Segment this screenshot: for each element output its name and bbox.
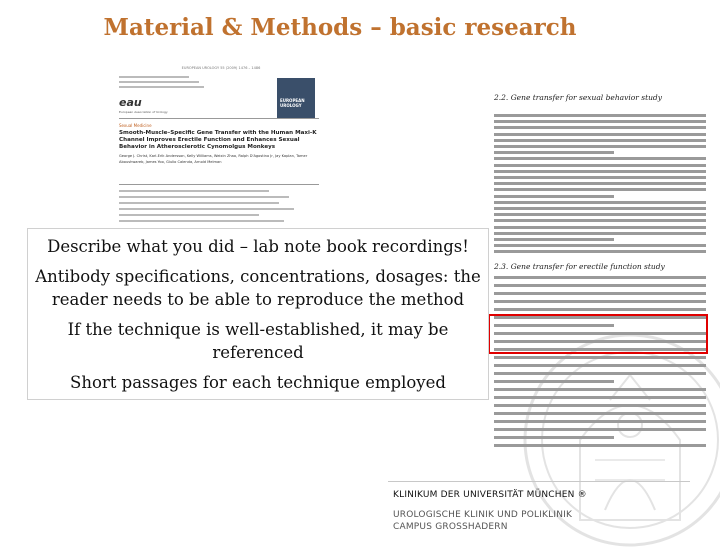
scanned-text-line — [494, 226, 706, 229]
scanned-text-line — [494, 444, 706, 447]
scanned-text-line — [494, 388, 706, 391]
scanned-text-line — [494, 436, 614, 439]
journal-society: European Association of Urology — [119, 110, 168, 114]
note-short-passages: Short passages for each technique employed — [70, 373, 446, 392]
scanned-text-line — [494, 201, 706, 204]
slide-title: Material & Methods – basic research — [103, 14, 577, 41]
scanned-text-line — [494, 195, 614, 198]
scanned-text-line — [494, 207, 706, 210]
journal-logo: eau — [119, 96, 142, 109]
scanned-text-line — [494, 176, 706, 179]
scanned-text-line — [494, 250, 706, 253]
scanned-text-line — [494, 213, 706, 216]
scanned-text-line — [494, 292, 706, 295]
scanned-text-line — [494, 284, 706, 287]
scanned-text-line — [494, 364, 706, 367]
footer-department: UROLOGISCHE KLINIK UND POLIKLINIK — [393, 510, 573, 520]
scanned-text-line — [494, 126, 706, 129]
section-heading-sexual-behavior: 2.2. Gene transfer for sexual behavior study — [494, 93, 662, 102]
method-notes-box — [27, 228, 489, 400]
journal-cover-image: EUROPEAN UROLOGY — [277, 78, 315, 118]
paper-title: Smooth-Muscle–Specific Gene Transfer with the Human Maxi-K Channel Improves Erectile Function and Enhances Sexual Behavior in Atherosclerotic Cynomolgus Monkeys — [119, 130, 317, 150]
scanned-text-line — [494, 114, 706, 117]
scanned-text-line — [494, 404, 706, 407]
scanned-text-line — [494, 232, 706, 235]
scanned-text-line — [494, 219, 706, 222]
footer-rule — [388, 481, 690, 482]
scanned-text-line — [494, 300, 706, 303]
footer-campus: CAMPUS GROSSHADERN — [393, 522, 508, 532]
scanned-text-line — [494, 145, 706, 148]
paper-section: Sexual Medicine — [119, 123, 152, 128]
scanned-text-line — [494, 139, 706, 142]
scanned-text-line — [494, 380, 614, 383]
paper-thumbnail — [115, 66, 327, 234]
section-heading-erectile-function: 2.3. Gene transfer for erectile function study — [494, 262, 665, 271]
note-lab-recordings: Describe what you did – lab note book recordings! — [47, 237, 469, 256]
scanned-text-line — [494, 120, 706, 123]
scanned-text-line — [494, 182, 706, 185]
scanned-text-line — [494, 412, 706, 415]
scanned-text-line — [494, 238, 614, 241]
scanned-text-line — [494, 356, 706, 359]
paper-header: EUROPEAN UROLOGY 55 (2009) 1476 – 1486 — [181, 66, 261, 70]
scanned-text-line — [494, 188, 706, 191]
paper-authors: George J. Christ, Karl-Erik Andersson, Kelly Williams, Weixin Zhao, Ralph D'Agostino Jr, Jay Kaplan, Tamer Aboushwareb, James Yoo, Giulio Calenda, Arnold Melman — [119, 154, 308, 164]
scanned-text-line — [494, 420, 706, 423]
scanned-text-line — [494, 308, 706, 311]
footer-clinic: KLINIKUM DER UNIVERSITÄT MÜNCHEN ® — [393, 490, 587, 500]
highlight-box — [488, 314, 708, 354]
scanned-text-line — [494, 157, 706, 160]
scanned-text-line — [494, 428, 706, 431]
scanned-text-line — [494, 396, 706, 399]
scanned-text-line — [494, 170, 706, 173]
scanned-text-line — [494, 244, 706, 247]
note-established-technique: If the technique is well-established, it may be referenced — [67, 320, 449, 362]
scanned-text-line — [494, 151, 614, 154]
scanned-text-line — [494, 276, 706, 279]
scanned-text-line — [494, 133, 706, 136]
scanned-text-line — [494, 164, 706, 167]
scanned-text-line — [494, 372, 706, 375]
note-antibody-specs: Antibody specifications, concentrations, dosages: the reader needs to be able to reproduce the method — [35, 267, 481, 309]
